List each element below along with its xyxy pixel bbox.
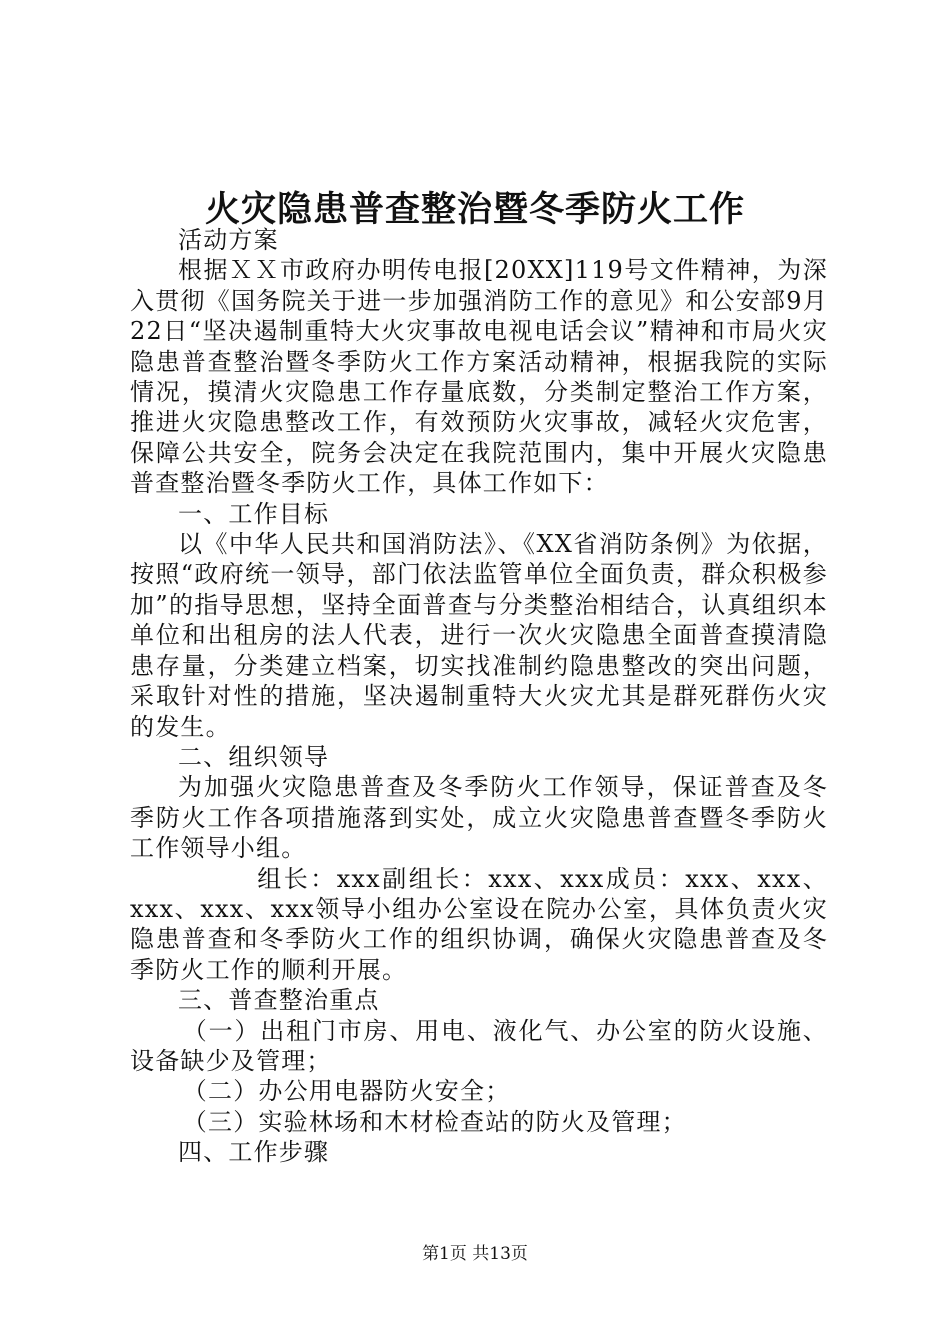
section-heading-goals: 一、工作目标 <box>178 499 330 528</box>
leadership-group-paragraph: 组长：xxx副组长：xxx、xxx成员：xxx、xxx、xxx、xxx、xxx领导小组办公室设在院办公室，具体负责火灾隐患普查和冬季防火工作的组织协调，确保火灾隐患普查及冬季防火工作的顺利开展。 <box>130 864 828 984</box>
section-heading-focus: 三、普查整治重点 <box>178 986 380 1015</box>
section-heading-steps: 四、工作步骤 <box>178 1138 330 1167</box>
page-number-footer: 第1页 共13页 <box>422 1244 528 1264</box>
document-title: 火灾隐患普查整治暨冬季防火工作 <box>204 189 745 230</box>
focus-item-2: （二）办公用电器防火安全； <box>182 1077 511 1106</box>
goals-paragraph: 以《中华人民共和国消防法》、《XX省消防条例》为依据，按照“政府统一领导，部门依法监管单位全面负责，群众积极参加”的指导思想，坚持全面普查与分类整治相结合，认真组织本单位和出租房的法人代表，进行一次火灾隐患全面普查摸清隐患存量，分类建立档案，切实找准制约隐患整改的突出问题，采取针对性的措施，坚决遏制重特大火灾尤其是群死群伤火灾的发生。 <box>130 530 828 741</box>
document-body <box>130 225 828 1168</box>
organization-paragraph: 为加强火灾隐患普查及冬季防火工作领导，保证普查及冬季防火工作各项措施落到实处，成立火灾隐患普查暨冬季防火工作领导小组。 <box>130 773 828 863</box>
focus-item-3: （三）实验林场和木材检查站的防火及管理； <box>182 1107 687 1136</box>
focus-item-1: （一）出租门市房、用电、液化气、办公室的防火设施、设备缺少及管理； <box>130 1016 828 1075</box>
intro-paragraph: 根据ＸＸ市政府办明传电报[20XX]119号文件精神，为深入贯彻《国务院关于进一步加强消防工作的意见》和公安部9月22日“坚决遏制重特大火灾事故电视电话会议”精神和市局火灾隐患普查整治暨冬季防火工作方案活动精神，根据我院的实际情况，摸清火灾隐患工作存量底数，分类制定整治工作方案，推进火灾隐患整改工作，有效预防火灾事故，减轻火灾危害，保障公共安全，院务会决定在我院范围内，集中开展火灾隐患普查整治暨冬季防火工作，具体工作如下： <box>130 256 828 498</box>
section-heading-organization: 二、组织领导 <box>178 742 330 771</box>
document-subtitle: 活动方案 <box>178 226 279 254</box>
